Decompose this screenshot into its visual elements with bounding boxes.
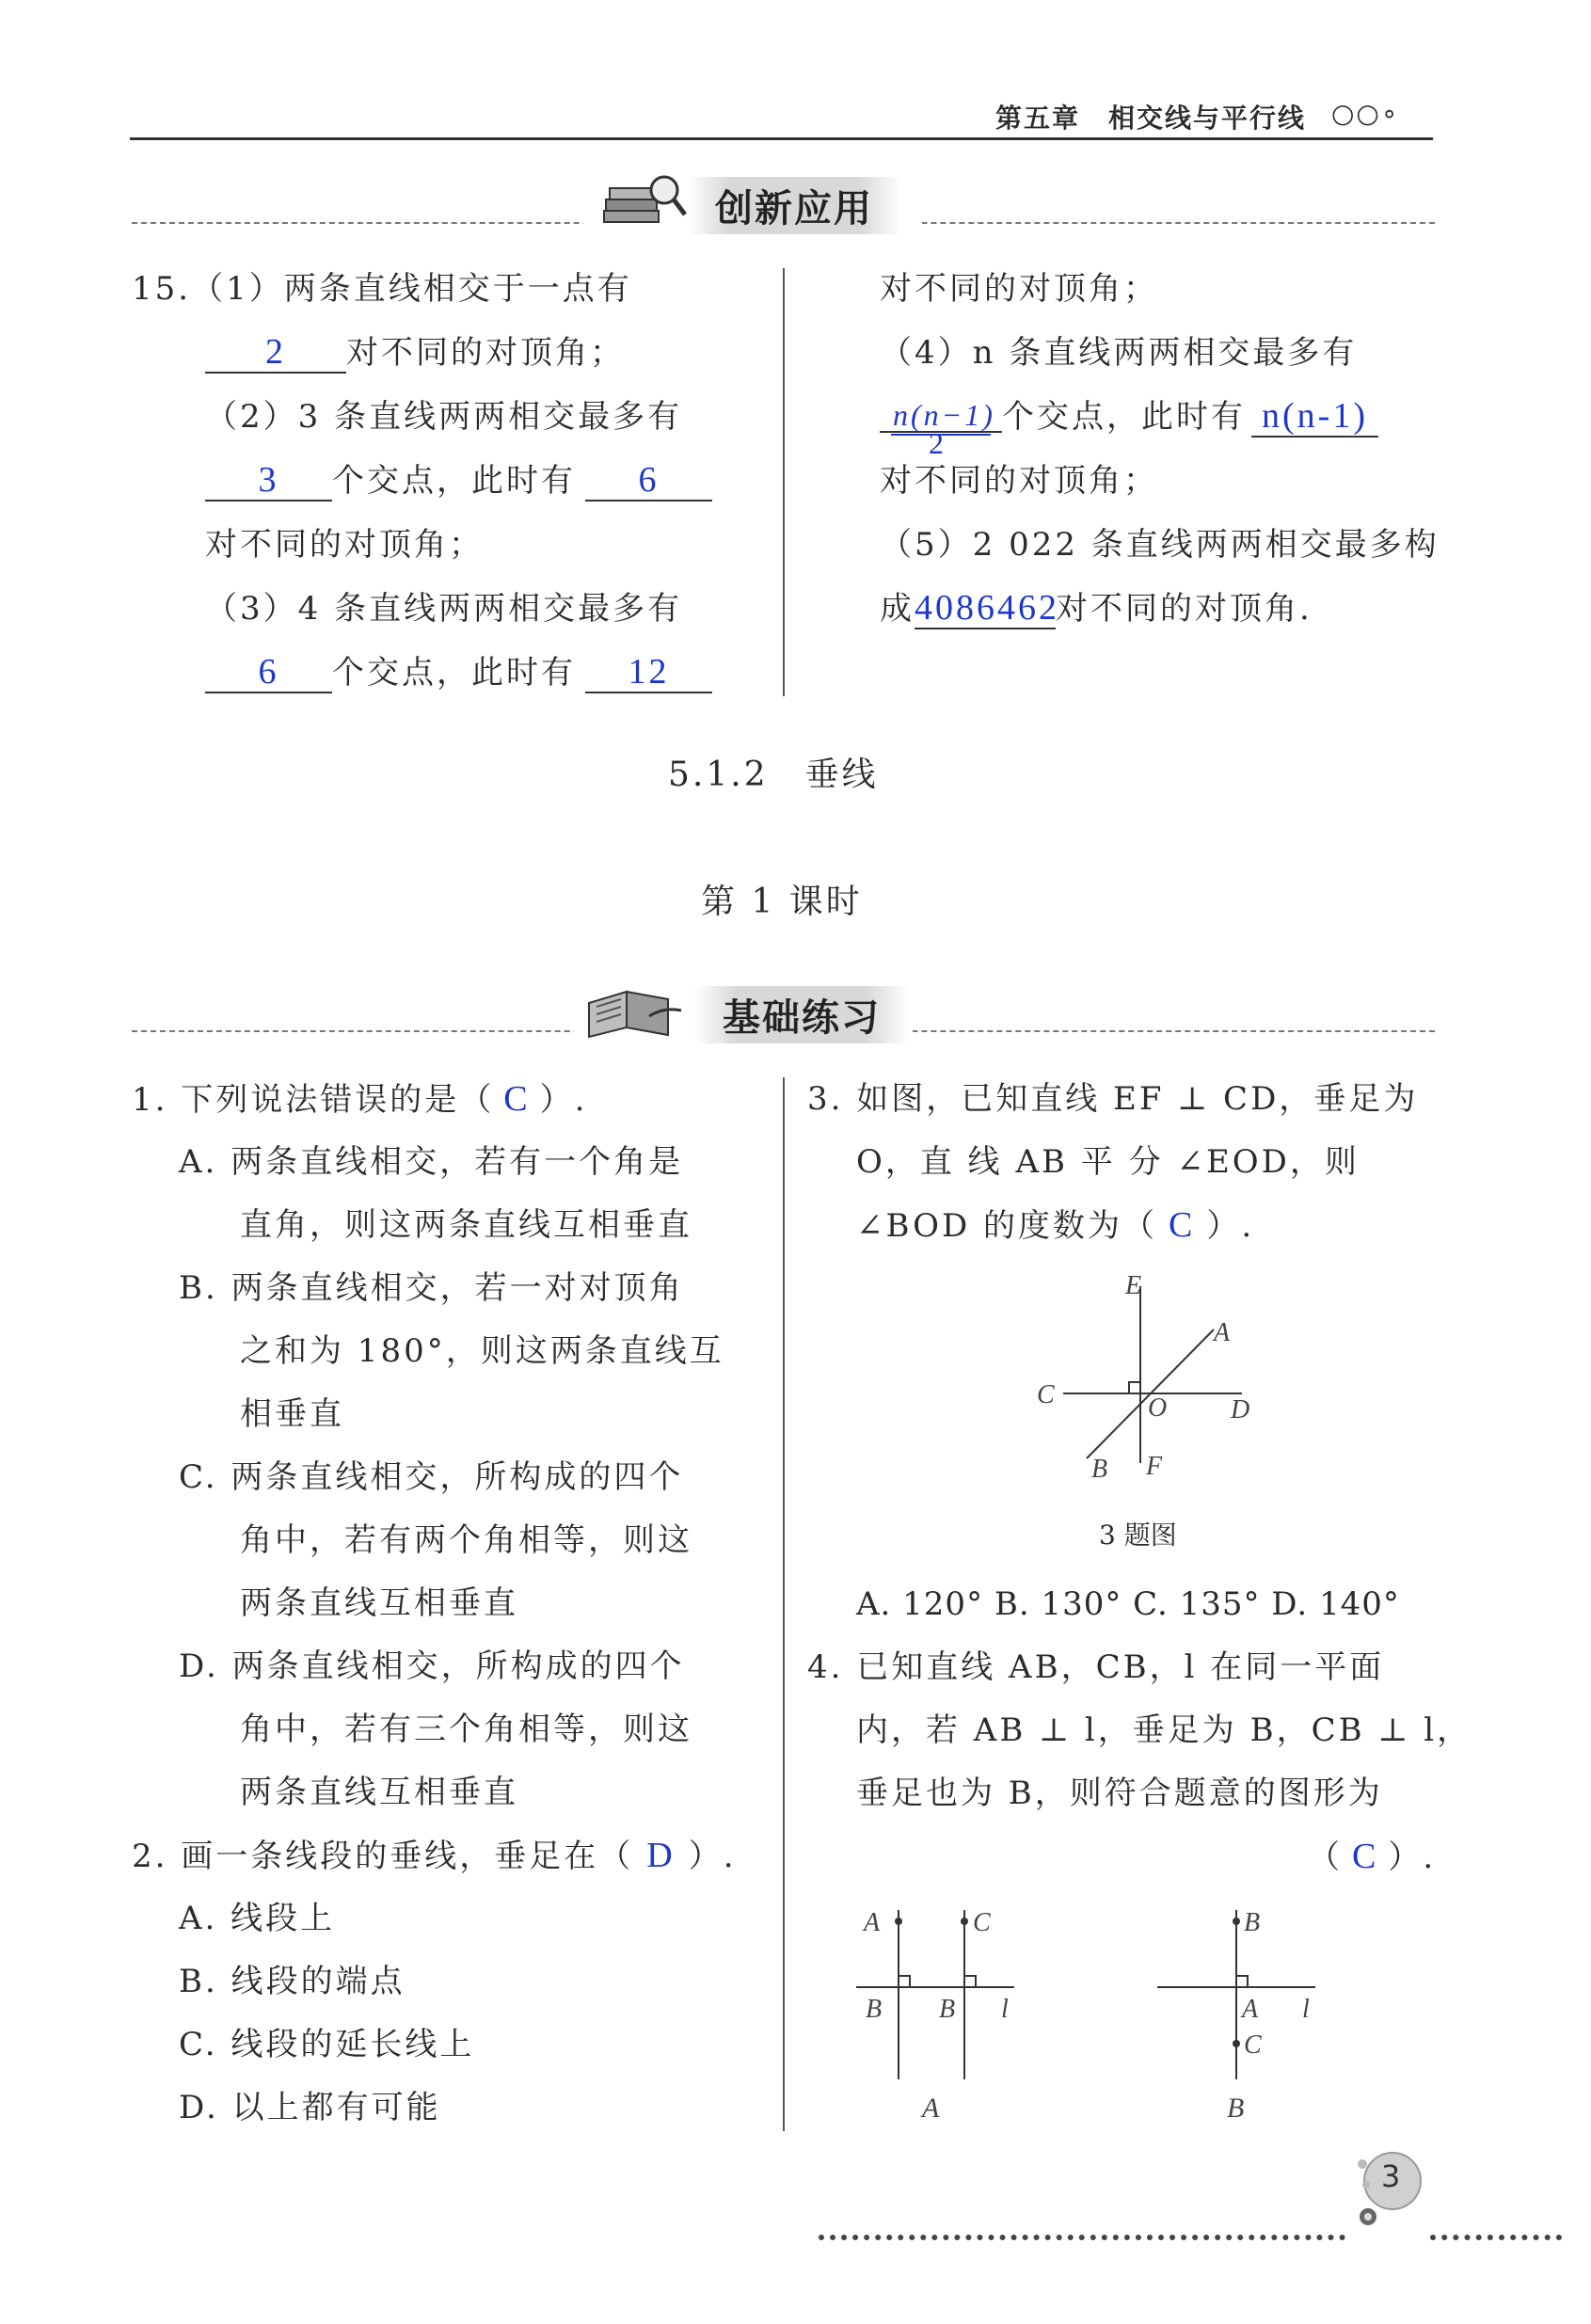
q3-caption: 3 题图 (1099, 1520, 1177, 1551)
q3-line3: ∠BOD 的度数为（ C ）. (856, 1205, 1255, 1245)
q15-line3: （2）3 条直线两两相交最多有 (205, 398, 683, 436)
q2-option-d: D. 以上都有可能 (179, 2089, 441, 2126)
figure-caption-a: A (922, 2093, 940, 2124)
section-banner-innovation: 创新应用 (687, 177, 901, 234)
q4-figure-b (1148, 1891, 1336, 2126)
q1-option-c-line3: 两条直线互相垂直 (240, 1584, 518, 1622)
label-o: O (1148, 1393, 1168, 1423)
section-banner-basic: 基础练习 (694, 986, 909, 1043)
q2-option-c: C. 线段的延长线上 (179, 2026, 475, 2063)
q1-option-a-line1: A. 两条直线相交，若有一个角是 (179, 1143, 684, 1181)
q3-line1: 3. 如图，已知直线 EF ⊥ CD，垂足为 (807, 1080, 1419, 1118)
label-b: B (866, 1995, 883, 2024)
label-c: C (1244, 2030, 1262, 2060)
section-title: 5.1.2 垂线 (668, 756, 879, 794)
label-a: A (1242, 1995, 1259, 2024)
q3-line2: O，直 线 AB 平 分 ∠EOD，则 (856, 1143, 1360, 1181)
label-b: B (939, 1995, 956, 2024)
q15-line13: 成4086462对不同的对顶角. (880, 588, 1313, 628)
q15-answer-2a: 3 (258, 460, 279, 500)
header-dots: ○○∘ (1331, 98, 1400, 129)
figure-caption-b: B (1227, 2093, 1245, 2124)
right-angle-mark (899, 1976, 910, 1987)
q15-line12: （5）2 022 条直线两两相交最多构 (880, 526, 1440, 564)
q1-answer: C (503, 1079, 531, 1119)
q3-figure (1026, 1265, 1270, 1482)
label-e: E (1125, 1271, 1142, 1300)
label-l: l (1302, 1995, 1310, 2024)
q1-option-d-line2: 角中，若有三个角相等，则这 (240, 1711, 692, 1748)
q2-option-b: B. 线段的端点 (179, 1963, 406, 2000)
q15-answer-3a: 6 (258, 652, 279, 692)
right-angle-mark (1129, 1382, 1140, 1393)
q15-line11: 对不同的对顶角； (880, 462, 1158, 500)
label-a: A (864, 1908, 881, 1937)
q2-answer: D (646, 1836, 676, 1875)
label-b: B (1091, 1455, 1108, 1482)
footer-dots-right (1430, 2235, 1562, 2240)
q15-line2: 2 对不同的对顶角； (205, 322, 625, 385)
point-b (1233, 1918, 1240, 1925)
label-b: B (1244, 1908, 1261, 1937)
column-divider-bottom (783, 1077, 785, 2131)
q15-line1: 15.（1）两条直线相交于一点有 (132, 270, 632, 308)
q1-option-a-line2: 直角，则这两条直线互相垂直 (240, 1206, 692, 1244)
q15-answer-4a-numerator: n(n−1) (893, 398, 995, 432)
q15-answer-4b: n(n-1) (1262, 396, 1368, 436)
q15-line5: 对不同的对顶角； (205, 526, 484, 564)
label-l: l (1001, 1995, 1009, 2024)
q1-option-b-line1: B. 两条直线相交，若一对对顶角 (179, 1269, 684, 1307)
label-c: C (973, 1908, 991, 1937)
q15-line8: 对不同的对顶角； (880, 270, 1158, 308)
open-book-icon (583, 979, 687, 1048)
q15-line6: （3）4 条直线两两相交最多有 (205, 590, 683, 628)
q4-line3: 垂足也为 B，则符合题意的图形为 (856, 1775, 1383, 1812)
column-divider-top (783, 268, 785, 696)
q2-stem: 2. 画一条线段的垂线，垂足在（ D ）. (132, 1836, 737, 1875)
q1-option-b-line2: 之和为 180°，则这两条直线互 (240, 1332, 724, 1370)
book-icon (602, 171, 687, 235)
header-rule (130, 137, 1433, 140)
q4-figure-a (847, 1891, 1035, 2126)
q1-option-c-line1: C. 两条直线相交，所构成的四个 (179, 1458, 684, 1496)
q4-line1: 4. 已知直线 AB，CB，l 在同一平面 (807, 1648, 1385, 1686)
q3-answer: C (1169, 1205, 1196, 1245)
q1-option-d-line3: 两条直线互相垂直 (240, 1774, 518, 1811)
right-angle-mark (964, 1976, 976, 1987)
q1-stem: 1. 下列说法错误的是（ C ）. (132, 1079, 588, 1119)
q15-line9: （4）n 条直线两两相交最多有 (880, 334, 1358, 372)
page-number: 3 (1381, 2158, 1401, 2194)
q1-option-b-line3: 相垂直 (240, 1395, 344, 1433)
point-c (961, 1918, 968, 1925)
footer-dots-left (819, 2235, 1345, 2240)
q4-answer: C (1352, 1837, 1379, 1876)
q15-answer-4a-denominator: 2 (929, 426, 947, 460)
label-c: C (1037, 1380, 1055, 1409)
label-f: F (1146, 1452, 1163, 1481)
q1-option-c-line2: 角中，若有两个角相等，则这 (240, 1521, 692, 1559)
right-angle-mark (1236, 1976, 1248, 1987)
q4-line2: 内，若 AB ⊥ l，垂足为 B，CB ⊥ l， (856, 1711, 1472, 1749)
q15-answer-2b: 6 (638, 460, 660, 500)
point-a (895, 1918, 902, 1925)
q15-line4: 3 个交点，此时有 6 (205, 450, 712, 513)
q15-line10: $\frac{n(n-1)}{2}$ 个交点，此时有 n(n-1) (880, 386, 1378, 449)
q15-line7: 6 个交点，此时有 12 (205, 642, 712, 705)
q3-options: A. 120° B. 130° C. 135° D. 140° (856, 1585, 1400, 1623)
q2-option-a: A. 线段上 (179, 1900, 336, 1937)
lesson-title: 第 1 课时 (701, 883, 863, 921)
q1-option-d-line1: D. 两条直线相交，所构成的四个 (179, 1647, 685, 1685)
q15-answer-1: 2 (265, 332, 286, 372)
point-c (1233, 2040, 1240, 2047)
chapter-title: 第五章 相交线与平行线 (995, 103, 1307, 134)
q15-answer-5: 4086462 (915, 588, 1059, 628)
label-d: D (1231, 1395, 1250, 1425)
q15-answer-3b: 12 (628, 652, 670, 692)
q4-answer-line: （ C ）. (1308, 1837, 1437, 1876)
label-a: A (1214, 1318, 1231, 1347)
